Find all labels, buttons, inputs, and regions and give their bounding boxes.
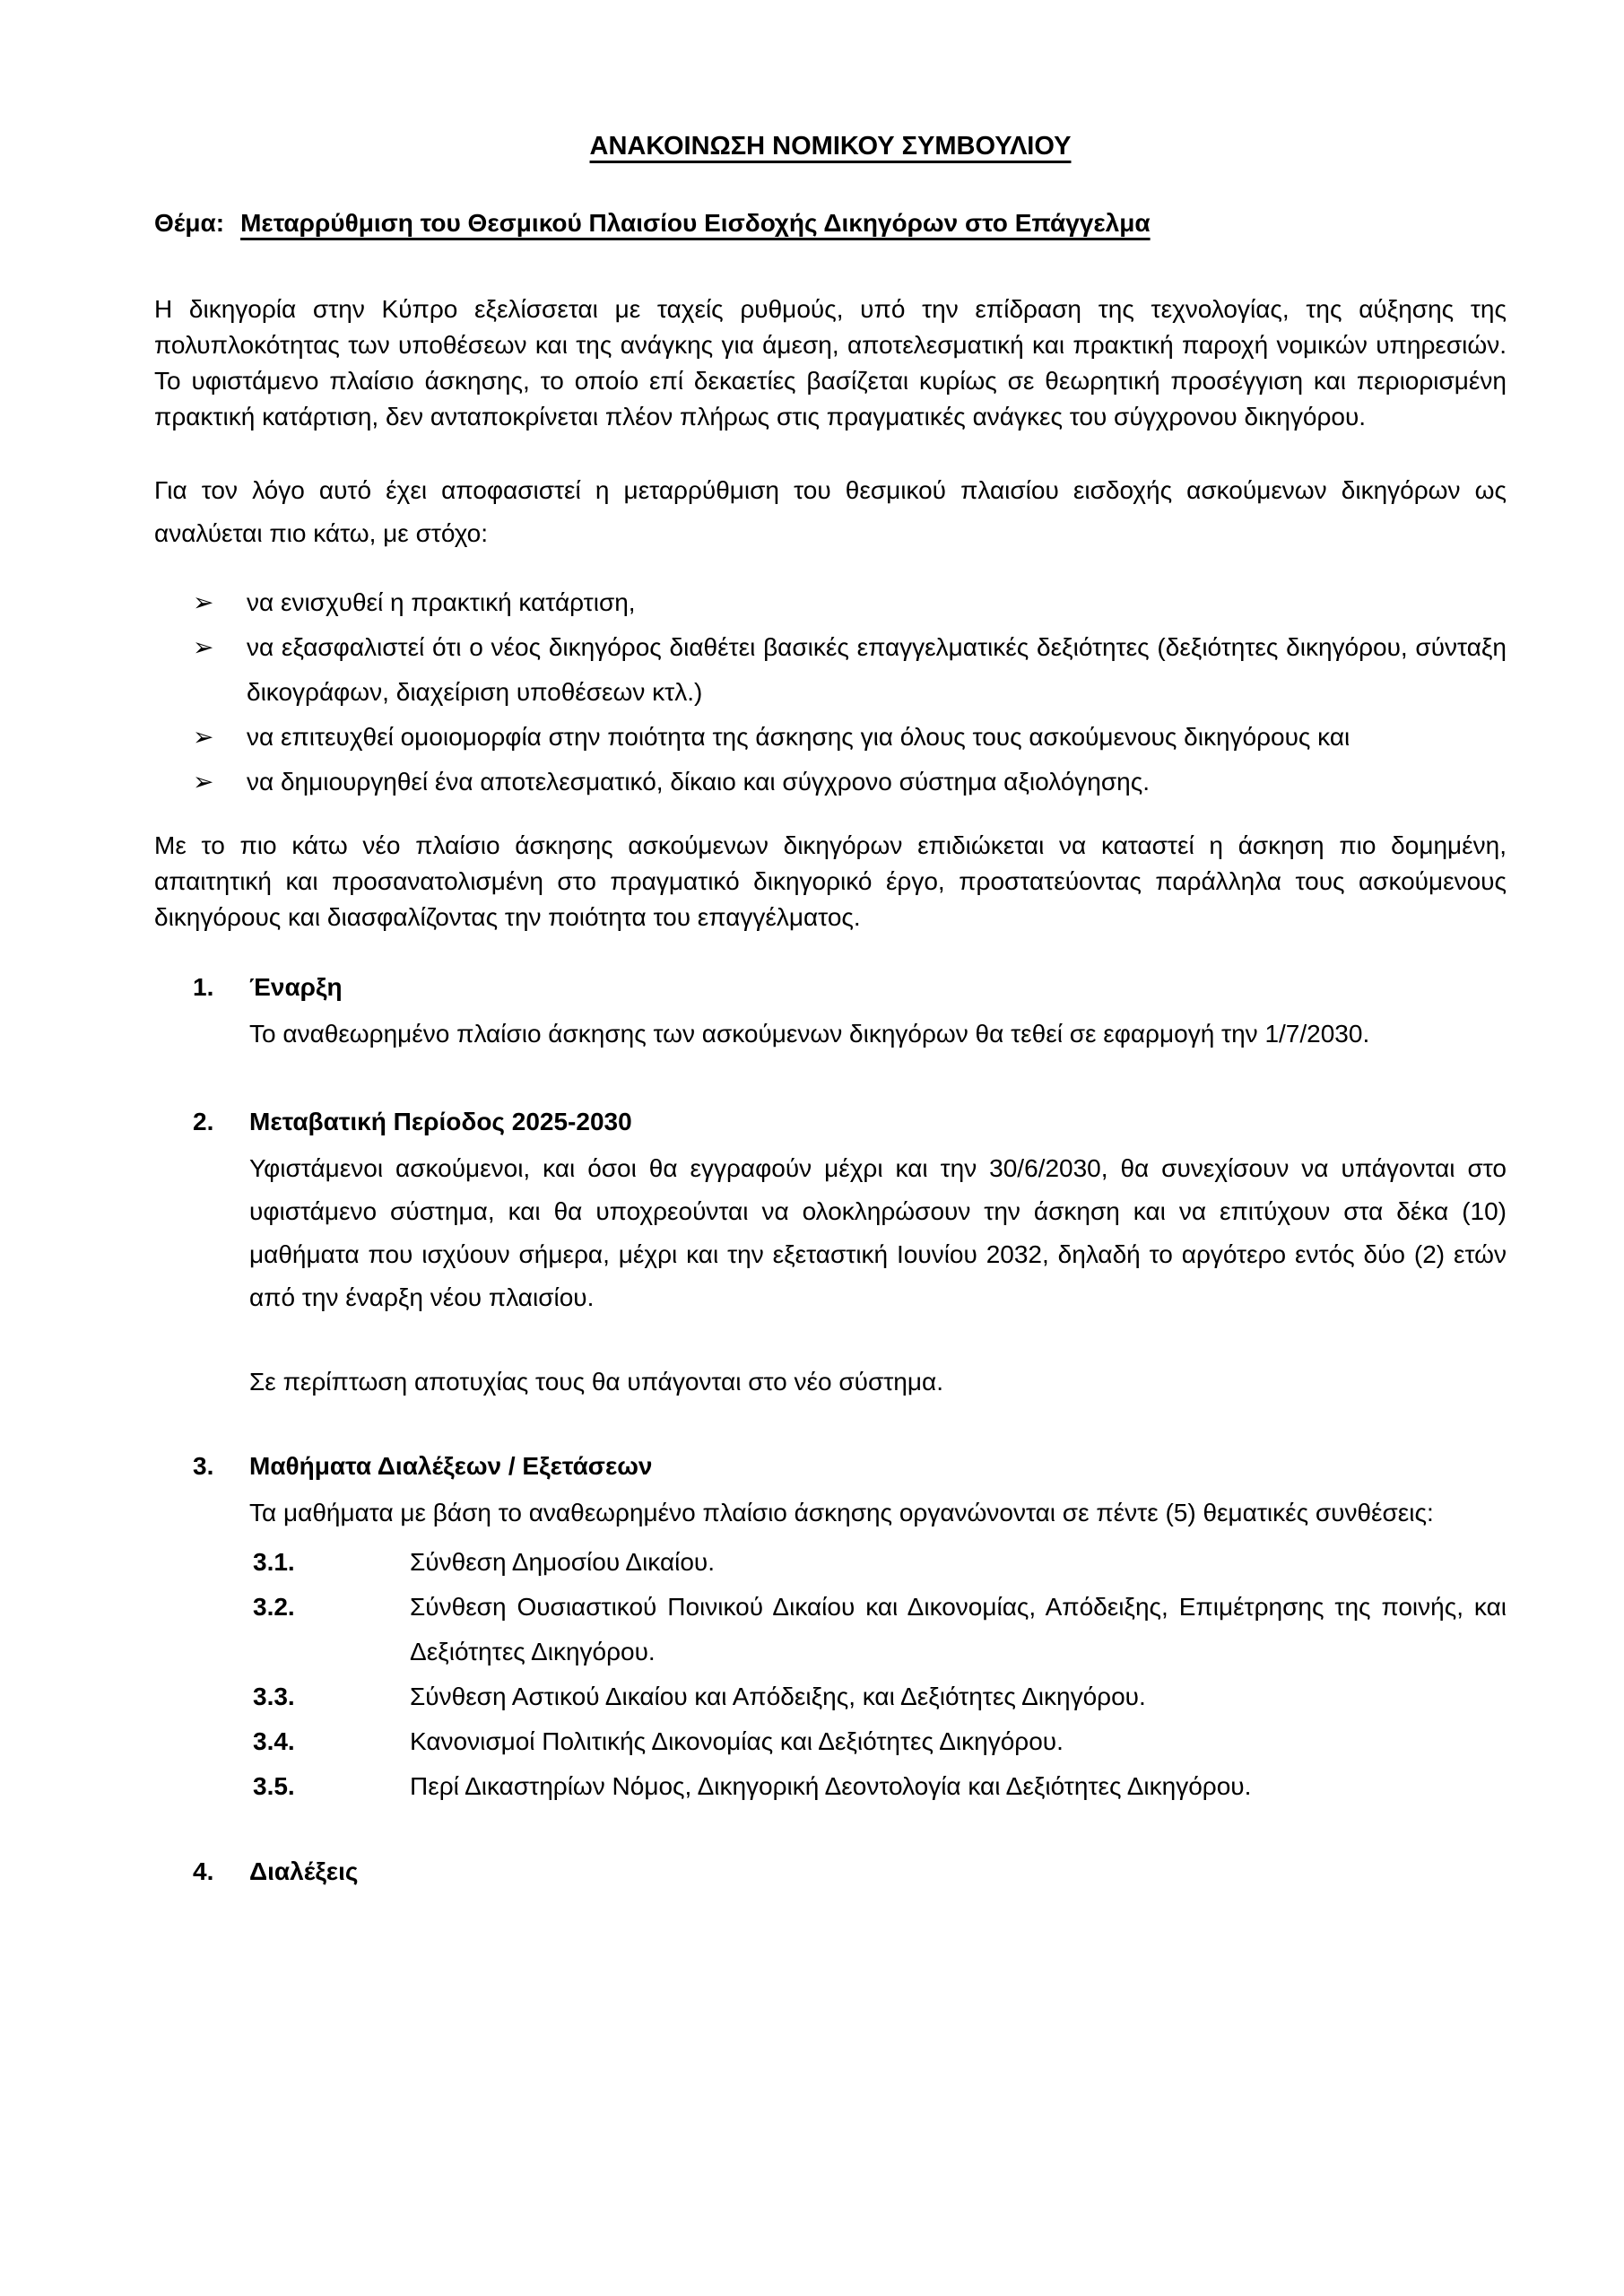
goals-list [154, 580, 1507, 804]
section-metavatiki-periodos [154, 1106, 1507, 1404]
subject-label: Θέμα: [154, 209, 225, 237]
subitem-number: 3.5. [253, 1772, 295, 1800]
subitem-number: 3.4. [253, 1727, 295, 1755]
subitem-number: 3.2. [253, 1593, 295, 1621]
arrow-bullet-icon: ➢ [193, 633, 214, 661]
section-paragraph: Τα μαθήματα με βάση το αναθεωρημένο πλαίσιο άσκησης οργανώνονται σε πέντε (5) θεματικές συνθέσεις: [249, 1499, 1434, 1526]
section-number: 1. [193, 973, 214, 1001]
section-paragraph: Σε περίπτωση αποτυχίας τους θα υπάγονται στο νέο σύστημα. [249, 1368, 943, 1396]
list-item [154, 1674, 1507, 1719]
list-item-text: να επιτευχθεί ομοιομορφία στην ποιότητα της άσκησης για όλους τους ασκούμενους δικηγόρους και [247, 723, 1350, 751]
section-paragraph: Το αναθεωρημένο πλαίσιο άσκησης των ασκούμενων δικηγόρων θα τεθεί σε εφαρμογή την 1/7/2030. [249, 1020, 1370, 1048]
course-compositions-list [154, 1540, 1507, 1809]
section-enarxi [154, 971, 1507, 1056]
section-heading-text: Διαλέξεις [249, 1857, 359, 1885]
list-item-text: να εξασφαλιστεί ότι ο νέος δικηγόρος διαθέτει βασικές επαγγελματικές δεξιότητες (δεξιότητες δικηγόρου, σύνταξη δικογράφων, διαχείριση υποθέσεων κτλ.) [247, 633, 1507, 706]
section-dialexeis [154, 1856, 1507, 1888]
list-item [154, 1764, 1507, 1809]
section-number: 3. [193, 1452, 214, 1480]
section-heading-text: Έναρξη [249, 973, 343, 1001]
intro-paragraph-1: Η δικηγορία στην Κύπρο εξελίσσεται με ταχείς ρυθμούς, υπό την επίδραση της τεχνολογίας, της αύξησης της πολυπλοκότητας των υποθέσεων και της ανάγκης για άμεση, αποτελεσματική και πρακτική παροχή νομικών υπηρεσιών. Το υφιστάμενο πλαίσιο άσκησης, το οποίο επί δεκαετίες βασίζεται κυρίως σε θεωρητική προσέγγιση και περιορισμένη πρακτική κατάρτιση, δεν ανταποκρίνεται πλέον πλήρως στις πραγματικές ανάγκες του σύγχρονου δικηγόρου. [154, 295, 1507, 430]
arrow-bullet-icon: ➢ [193, 768, 214, 796]
section-number: 4. [193, 1857, 214, 1885]
list-item-text: να ενισχυθεί η πρακτική κατάρτιση, [247, 588, 636, 616]
intro-paragraph-2: Για τον λόγο αυτό έχει αποφασιστεί η μεταρρύθμιση του θεσμικού πλαισίου εισδοχής ασκούμενων δικηγόρων ως αναλύεται πιο κάτω, με στόχο: [154, 476, 1507, 547]
section-mathimata [154, 1450, 1507, 1809]
subject-line [154, 205, 1507, 241]
subitem-text: Σύνθεση Δημοσίου Δικαίου. [410, 1548, 716, 1576]
subitem-text: Σύνθεση Ουσιαστικού Ποινικού Δικαίου και Δικονομίας, Απόδειξης, Επιμέτρησης της ποινής, και Δεξιότητες Δικηγόρου. [410, 1593, 1507, 1665]
subitem-text: Σύνθεση Αστικού Δικαίου και Απόδειξης, και Δεξιότητες Δικηγόρου. [410, 1683, 1146, 1710]
subject-text: Μεταρρύθμιση του Θεσμικού Πλαισίου Εισδοχής Δικηγόρων στο Επάγγελμα [240, 209, 1151, 237]
subitem-text: Περί Δικαστηρίων Νόμος, Δικηγορική Δεοντολογία και Δεξιότητες Δικηγόρου. [410, 1772, 1252, 1800]
section-heading [154, 971, 1507, 1004]
list-item [154, 1540, 1507, 1585]
subitem-text: Κανονισμοί Πολιτικής Δικονομίας και Δεξιότητες Δικηγόρου. [410, 1727, 1064, 1755]
document-title: ΑΝΑΚΟΙΝΩΣΗ ΝΟΜΙΚΟΥ ΣΥΜΒΟΥΛΙΟΥ [589, 132, 1072, 161]
list-item [154, 625, 1507, 715]
list-item-text: να δημιουργηθεί ένα αποτελεσματικό, δίκαιο και σύγχρονο σύστημα αξιολόγησης. [247, 768, 1151, 796]
section-paragraph: Υφιστάμενοι ασκούμενοι, και όσοι θα εγγραφούν μέχρι και την 30/6/2030, θα συνεχίσουν να υπάγονται στο υφιστάμενο σύστημα, και θα υποχρεούνται να ολοκληρώσουν την άσκηση και να επιτύχουν στα δέκα (10) μαθήματα που ισχύουν σήμερα, μέχρι και την εξεταστική Ιουνίου 2032, δηλαδή το αργότερο εντός δύο (2) ετών από την έναρξη νέου πλαισίου. [249, 1154, 1507, 1311]
section-heading [154, 1856, 1507, 1888]
section-number: 2. [193, 1108, 214, 1135]
section-heading [154, 1450, 1507, 1483]
section-heading-text: Μεταβατική Περίοδος 2025-2030 [249, 1108, 632, 1135]
list-item [154, 715, 1507, 760]
subitem-number: 3.1. [253, 1548, 295, 1576]
arrow-bullet-icon: ➢ [193, 588, 214, 616]
section-heading-text: Μαθήματα Διαλέξεων / Εξετάσεων [249, 1452, 653, 1480]
arrow-bullet-icon: ➢ [193, 723, 214, 751]
intro-paragraph-3: Με το πιο κάτω νέο πλαίσιο άσκησης ασκούμενων δικηγόρων επιδιώκεται να καταστεί η άσκηση πιο δομημένη, απαιτητική και προσανατολισμένη στο πραγματικό δικηγορικό έργο, προστατεύοντας παράλληλα τους ασκούμενους δικηγόρους και διασφαλίζοντας την ποιότητα του επαγγέλματος. [154, 831, 1507, 931]
list-item [154, 1719, 1507, 1764]
subitem-number: 3.3. [253, 1683, 295, 1710]
list-item [154, 1585, 1507, 1674]
list-item [154, 760, 1507, 804]
section-heading [154, 1106, 1507, 1138]
list-item [154, 580, 1507, 625]
